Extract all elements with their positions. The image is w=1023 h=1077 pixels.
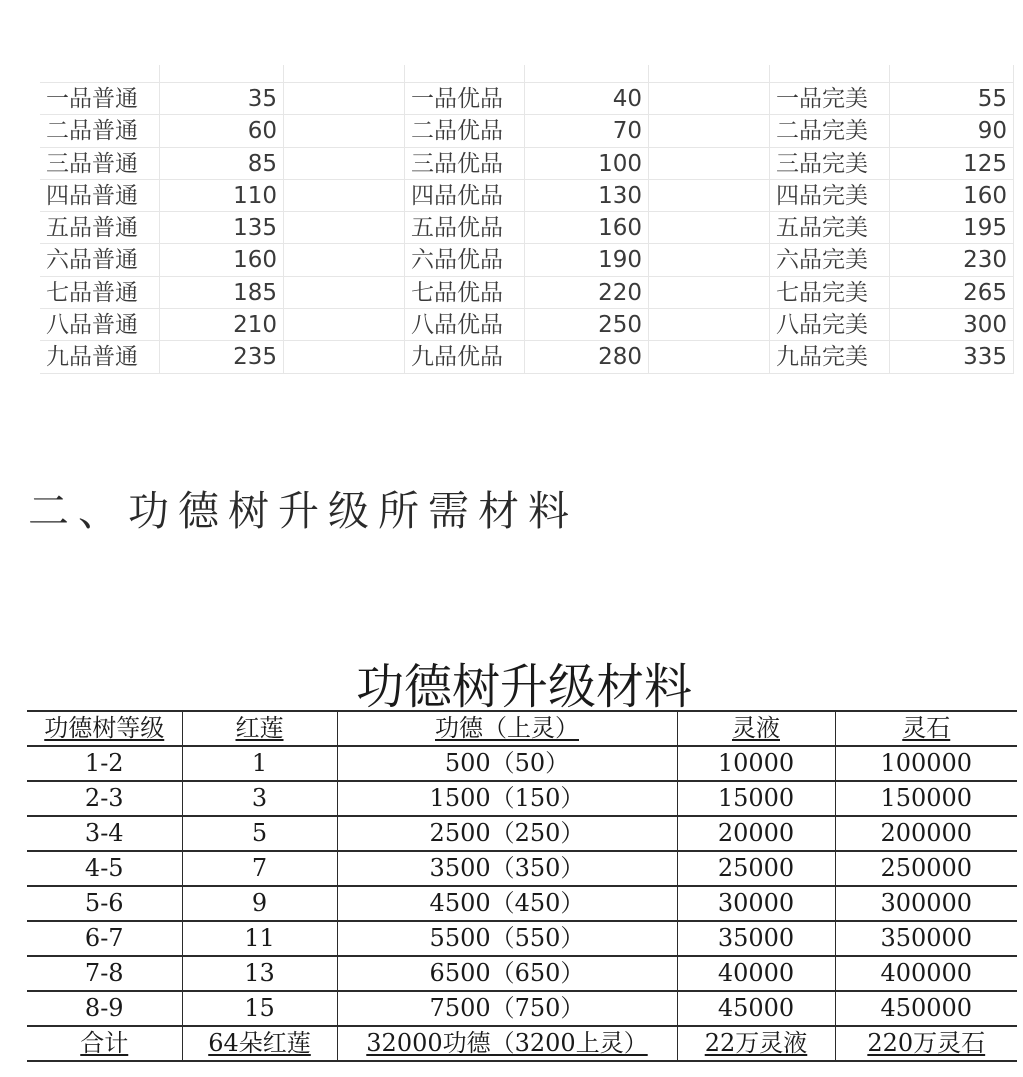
spirit-stone-cell: 150000	[835, 781, 1017, 816]
spirit-stone-cell: 250000	[835, 851, 1017, 886]
total-row	[27, 1026, 1017, 1061]
grade-name-cell: 二品普通	[40, 115, 160, 147]
merit-cell: 4500（450）	[337, 886, 677, 921]
grade-name-cell: 五品普通	[40, 212, 160, 244]
grade-name-cell: 九品完美	[770, 341, 890, 373]
merit-cell: 6500（650）	[337, 956, 677, 991]
spirit-liquid-cell: 40000	[677, 956, 835, 991]
merit-cell: 3500（350）	[337, 851, 677, 886]
level-cell: 7-8	[27, 956, 182, 991]
grade-name-cell: 三品完美	[770, 148, 890, 180]
grade-name-cell: 九品优品	[405, 341, 525, 373]
grade-value-cell: 195	[890, 212, 1014, 244]
grade-name-cell: 一品完美	[770, 83, 890, 115]
header-red-lotus: 红莲	[182, 711, 337, 746]
spirit-liquid-cell: 45000	[677, 991, 835, 1026]
spirit-liquid-cell: 10000	[677, 746, 835, 781]
grade-name-cell: 四品普通	[40, 180, 160, 212]
empty-cell	[649, 212, 770, 244]
empty-cell	[649, 341, 770, 373]
level-cell: 1-2	[27, 746, 182, 781]
empty-cell	[284, 244, 405, 276]
empty-cell	[40, 65, 160, 83]
header-spirit-liquid: 灵液	[677, 711, 835, 746]
empty-cell	[284, 115, 405, 147]
total-level-cell: 合计	[27, 1026, 182, 1061]
table-row	[27, 746, 1017, 781]
grade-value-cell: 220	[525, 277, 649, 309]
grade-name-cell: 一品优品	[405, 83, 525, 115]
level-cell: 8-9	[27, 991, 182, 1026]
total-merit-cell: 32000功德（3200上灵）	[337, 1026, 677, 1061]
grade-value-cell: 35	[160, 83, 284, 115]
grade-value-cell: 90	[890, 115, 1014, 147]
red-lotus-cell: 3	[182, 781, 337, 816]
grade-table-row	[40, 180, 1020, 212]
grade-name-cell: 一品普通	[40, 83, 160, 115]
grade-value-cell: 125	[890, 148, 1014, 180]
spirit-stone-cell: 300000	[835, 886, 1017, 921]
grade-value-cell: 160	[160, 244, 284, 276]
grade-value-cell: 60	[160, 115, 284, 147]
grade-value-cell: 160	[525, 212, 649, 244]
grade-value-cell: 160	[890, 180, 1014, 212]
empty-cell	[160, 65, 284, 83]
merit-cell: 2500（250）	[337, 816, 677, 851]
grade-value-cell: 70	[525, 115, 649, 147]
grade-value-cell: 40	[525, 83, 649, 115]
table-row	[27, 886, 1017, 921]
grade-value-cell: 190	[525, 244, 649, 276]
grade-value-cell: 135	[160, 212, 284, 244]
red-lotus-cell: 11	[182, 921, 337, 956]
grade-name-cell: 六品完美	[770, 244, 890, 276]
grade-table-row	[40, 212, 1020, 244]
level-cell: 4-5	[27, 851, 182, 886]
grade-value-cell: 100	[525, 148, 649, 180]
empty-cell	[649, 180, 770, 212]
red-lotus-cell: 7	[182, 851, 337, 886]
spirit-stone-cell: 200000	[835, 816, 1017, 851]
red-lotus-cell: 5	[182, 816, 337, 851]
table-row	[27, 956, 1017, 991]
empty-cell	[284, 341, 405, 373]
grade-table-row	[40, 341, 1020, 373]
section-heading: 二、功德树升级所需材料	[28, 487, 578, 535]
level-cell: 5-6	[27, 886, 182, 921]
table-row	[27, 991, 1017, 1026]
empty-cell	[284, 148, 405, 180]
grade-value-cell: 235	[160, 341, 284, 373]
merit-cell: 5500（550）	[337, 921, 677, 956]
grade-table-header-row	[40, 65, 1020, 83]
material-table-header-row	[27, 711, 1017, 746]
empty-cell	[649, 277, 770, 309]
grade-value-cell: 130	[525, 180, 649, 212]
grade-name-cell: 七品普通	[40, 277, 160, 309]
empty-cell	[525, 65, 649, 83]
red-lotus-cell: 1	[182, 746, 337, 781]
grade-name-cell: 四品优品	[405, 180, 525, 212]
empty-cell	[284, 212, 405, 244]
grade-name-cell: 三品普通	[40, 148, 160, 180]
total-spirit-stone-cell: 220万灵石	[835, 1026, 1017, 1061]
empty-cell	[284, 277, 405, 309]
grade-name-cell: 六品优品	[405, 244, 525, 276]
grade-value-cell: 230	[890, 244, 1014, 276]
table-row	[27, 921, 1017, 956]
red-lotus-cell: 13	[182, 956, 337, 991]
grade-name-cell: 六品普通	[40, 244, 160, 276]
grade-value-cell: 185	[160, 277, 284, 309]
empty-cell	[405, 65, 525, 83]
table-row	[27, 781, 1017, 816]
spirit-stone-cell: 100000	[835, 746, 1017, 781]
grade-table-row	[40, 277, 1020, 309]
red-lotus-cell: 15	[182, 991, 337, 1026]
empty-cell	[649, 148, 770, 180]
grade-name-cell: 八品完美	[770, 309, 890, 341]
empty-cell	[649, 115, 770, 147]
grade-name-cell: 五品优品	[405, 212, 525, 244]
merit-cell: 7500（750）	[337, 991, 677, 1026]
spirit-stone-cell: 350000	[835, 921, 1017, 956]
spirit-liquid-cell: 15000	[677, 781, 835, 816]
empty-cell	[284, 309, 405, 341]
empty-cell	[649, 83, 770, 115]
spirit-liquid-cell: 25000	[677, 851, 835, 886]
header-merit: 功德（上灵）	[337, 711, 677, 746]
material-table-title: 功德树升级材料	[355, 659, 692, 715]
grade-name-cell: 四品完美	[770, 180, 890, 212]
red-lotus-cell: 9	[182, 886, 337, 921]
empty-cell	[770, 65, 890, 83]
grade-name-cell: 八品普通	[40, 309, 160, 341]
grade-value-cell: 280	[525, 341, 649, 373]
grade-value-cell: 300	[890, 309, 1014, 341]
empty-cell	[649, 65, 770, 83]
spirit-stone-cell: 400000	[835, 956, 1017, 991]
grade-value-cell: 265	[890, 277, 1014, 309]
grade-name-cell: 九品普通	[40, 341, 160, 373]
level-cell: 6-7	[27, 921, 182, 956]
merit-cell: 500（50）	[337, 746, 677, 781]
grade-table-row	[40, 83, 1020, 115]
grade-name-cell: 二品优品	[405, 115, 525, 147]
grade-name-cell: 八品优品	[405, 309, 525, 341]
grade-table-row	[40, 115, 1020, 147]
grade-table-row	[40, 148, 1020, 180]
empty-cell	[649, 309, 770, 341]
spirit-liquid-cell: 35000	[677, 921, 835, 956]
empty-cell	[649, 244, 770, 276]
total-red-lotus-cell: 64朵红莲	[182, 1026, 337, 1061]
grade-name-cell: 七品优品	[405, 277, 525, 309]
grade-value-cell: 110	[160, 180, 284, 212]
total-spirit-liquid-cell: 22万灵液	[677, 1026, 835, 1061]
spirit-stone-cell: 450000	[835, 991, 1017, 1026]
level-cell: 3-4	[27, 816, 182, 851]
grade-table-row	[40, 244, 1020, 276]
header-level: 功德树等级	[27, 711, 182, 746]
table-row	[27, 851, 1017, 886]
grade-value-cell: 250	[525, 309, 649, 341]
grade-name-cell: 七品完美	[770, 277, 890, 309]
empty-cell	[284, 83, 405, 115]
spirit-liquid-cell: 30000	[677, 886, 835, 921]
grade-value-cell: 55	[890, 83, 1014, 115]
spirit-liquid-cell: 20000	[677, 816, 835, 851]
grade-name-cell: 二品完美	[770, 115, 890, 147]
grade-table	[40, 65, 1020, 374]
level-cell: 2-3	[27, 781, 182, 816]
table-row	[27, 816, 1017, 851]
header-spirit-stone: 灵石	[835, 711, 1017, 746]
grade-value-cell: 210	[160, 309, 284, 341]
grade-table-row	[40, 309, 1020, 341]
empty-cell	[284, 65, 405, 83]
grade-value-cell: 85	[160, 148, 284, 180]
merit-cell: 1500（150）	[337, 781, 677, 816]
empty-cell	[890, 65, 1014, 83]
grade-value-cell: 335	[890, 341, 1014, 373]
grade-name-cell: 三品优品	[405, 148, 525, 180]
empty-cell	[284, 180, 405, 212]
grade-name-cell: 五品完美	[770, 212, 890, 244]
material-table	[27, 710, 1017, 1062]
